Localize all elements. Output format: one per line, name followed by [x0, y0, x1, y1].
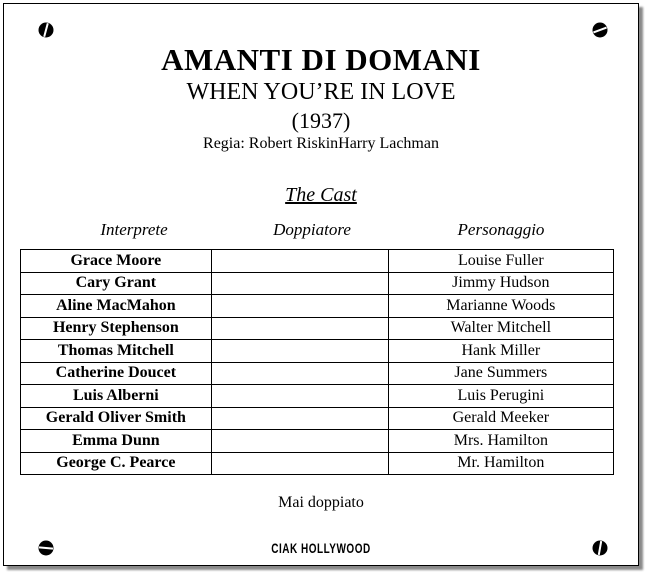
- cast-table: [20, 249, 614, 475]
- screw-icon: [592, 22, 608, 38]
- dubber-cell: [211, 385, 388, 408]
- actor-cell: Cary Grant: [21, 272, 212, 295]
- actor-cell: Gerald Oliver Smith: [21, 407, 212, 430]
- dubbing-note: Mai doppiato: [278, 494, 364, 511]
- dubber-cell: [211, 272, 388, 295]
- original-title: WHEN YOU’RE IN LOVE: [186, 79, 456, 105]
- dubber-cell: [211, 407, 388, 430]
- dubber-cell: [211, 452, 388, 475]
- dubber-cell: [211, 317, 388, 340]
- role-cell: Mr. Hamilton: [388, 452, 613, 475]
- role-cell: Luis Perugini: [388, 385, 613, 408]
- table-row: [21, 452, 614, 475]
- table-row: [21, 340, 614, 363]
- role-cell: Gerald Meeker: [388, 407, 613, 430]
- role-cell: Hank Miller: [388, 340, 613, 363]
- column-header-actor: Interprete: [100, 220, 168, 239]
- table-row: [21, 430, 614, 453]
- table-row: [21, 407, 614, 430]
- table-row: [21, 250, 614, 273]
- table-row: [21, 385, 614, 408]
- actor-cell: Henry Stephenson: [21, 317, 212, 340]
- cast-plaque: [3, 3, 639, 566]
- role-cell: Walter Mitchell: [388, 317, 613, 340]
- dubber-cell: [211, 362, 388, 385]
- role-cell: Mrs. Hamilton: [388, 430, 613, 453]
- role-cell: Jimmy Hudson: [388, 272, 613, 295]
- role-cell: Jane Summers: [388, 362, 613, 385]
- director-line: Regia: Robert RiskinHarry Lachman: [203, 135, 439, 152]
- ciak-hollywood-logo: CIAK HOLLYWOOD: [271, 541, 371, 558]
- actor-cell: Thomas Mitchell: [21, 340, 212, 363]
- actor-cell: Emma Dunn: [21, 430, 212, 453]
- screw-icon: [38, 22, 54, 38]
- movie-title: AMANTI DI DOMANI: [161, 42, 481, 77]
- table-row: [21, 362, 614, 385]
- role-cell: Louise Fuller: [388, 250, 613, 273]
- role-cell: Marianne Woods: [388, 295, 613, 318]
- dubber-cell: [211, 340, 388, 363]
- dubber-cell: [211, 250, 388, 273]
- dubber-cell: [211, 430, 388, 453]
- table-row: [21, 317, 614, 340]
- actor-cell: Luis Alberni: [21, 385, 212, 408]
- actor-cell: Aline MacMahon: [21, 295, 212, 318]
- column-header-role: Personaggio: [457, 220, 545, 239]
- table-row: [21, 295, 614, 318]
- actor-cell: Grace Moore: [21, 250, 212, 273]
- release-year: (1937): [291, 108, 351, 133]
- actor-cell: Catherine Doucet: [21, 362, 212, 385]
- table-row: [21, 272, 614, 295]
- column-header-dubber: Doppiatore: [273, 220, 351, 239]
- cast-heading: The Cast: [285, 184, 357, 206]
- dubber-cell: [211, 295, 388, 318]
- actor-cell: George C. Pearce: [21, 452, 212, 475]
